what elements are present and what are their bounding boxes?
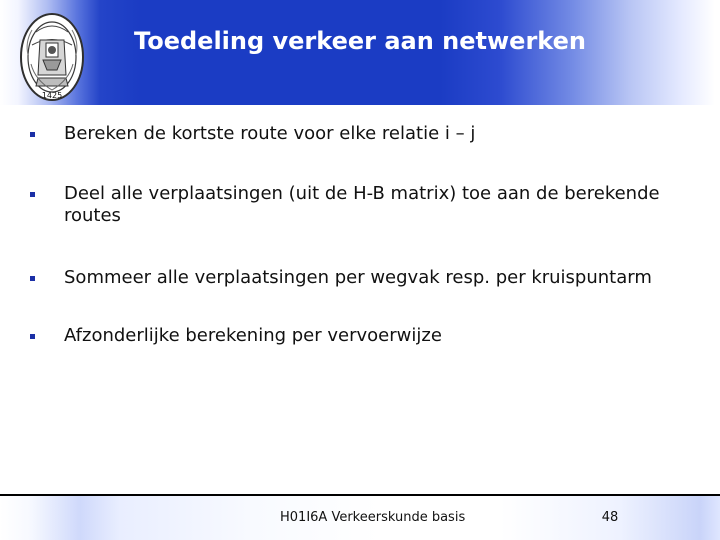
page-title-text: Toedeling verkeer aan netwerken: [134, 27, 586, 55]
list-item-text: Bereken de kortste route voor elke relatie i – j: [64, 123, 476, 144]
list-item: [30, 325, 442, 347]
list-item: [30, 183, 680, 227]
page-title: [0, 24, 720, 58]
list-item-text: Afzonderlijke berekening per vervoerwijze: [64, 325, 442, 346]
square-bullet-icon: [30, 132, 35, 137]
list-item-text: Sommeer alle verplaatsingen per wegvak resp. per kruispuntarm: [64, 267, 652, 288]
list-item: [30, 123, 475, 145]
square-bullet-icon: [30, 276, 35, 281]
list-item-text: Deel alle verplaatsingen (uit de H-B matrix) toe aan de berekende routes: [64, 183, 660, 226]
page-number: 48: [601, 510, 619, 525]
footer-course-label: H01I6A Verkeerskunde basis: [280, 510, 466, 525]
square-bullet-icon: [30, 192, 35, 197]
header-bar: [0, 0, 720, 105]
svg-text:1425: 1425: [41, 91, 63, 100]
square-bullet-icon: [30, 334, 35, 339]
list-item: [30, 267, 652, 289]
